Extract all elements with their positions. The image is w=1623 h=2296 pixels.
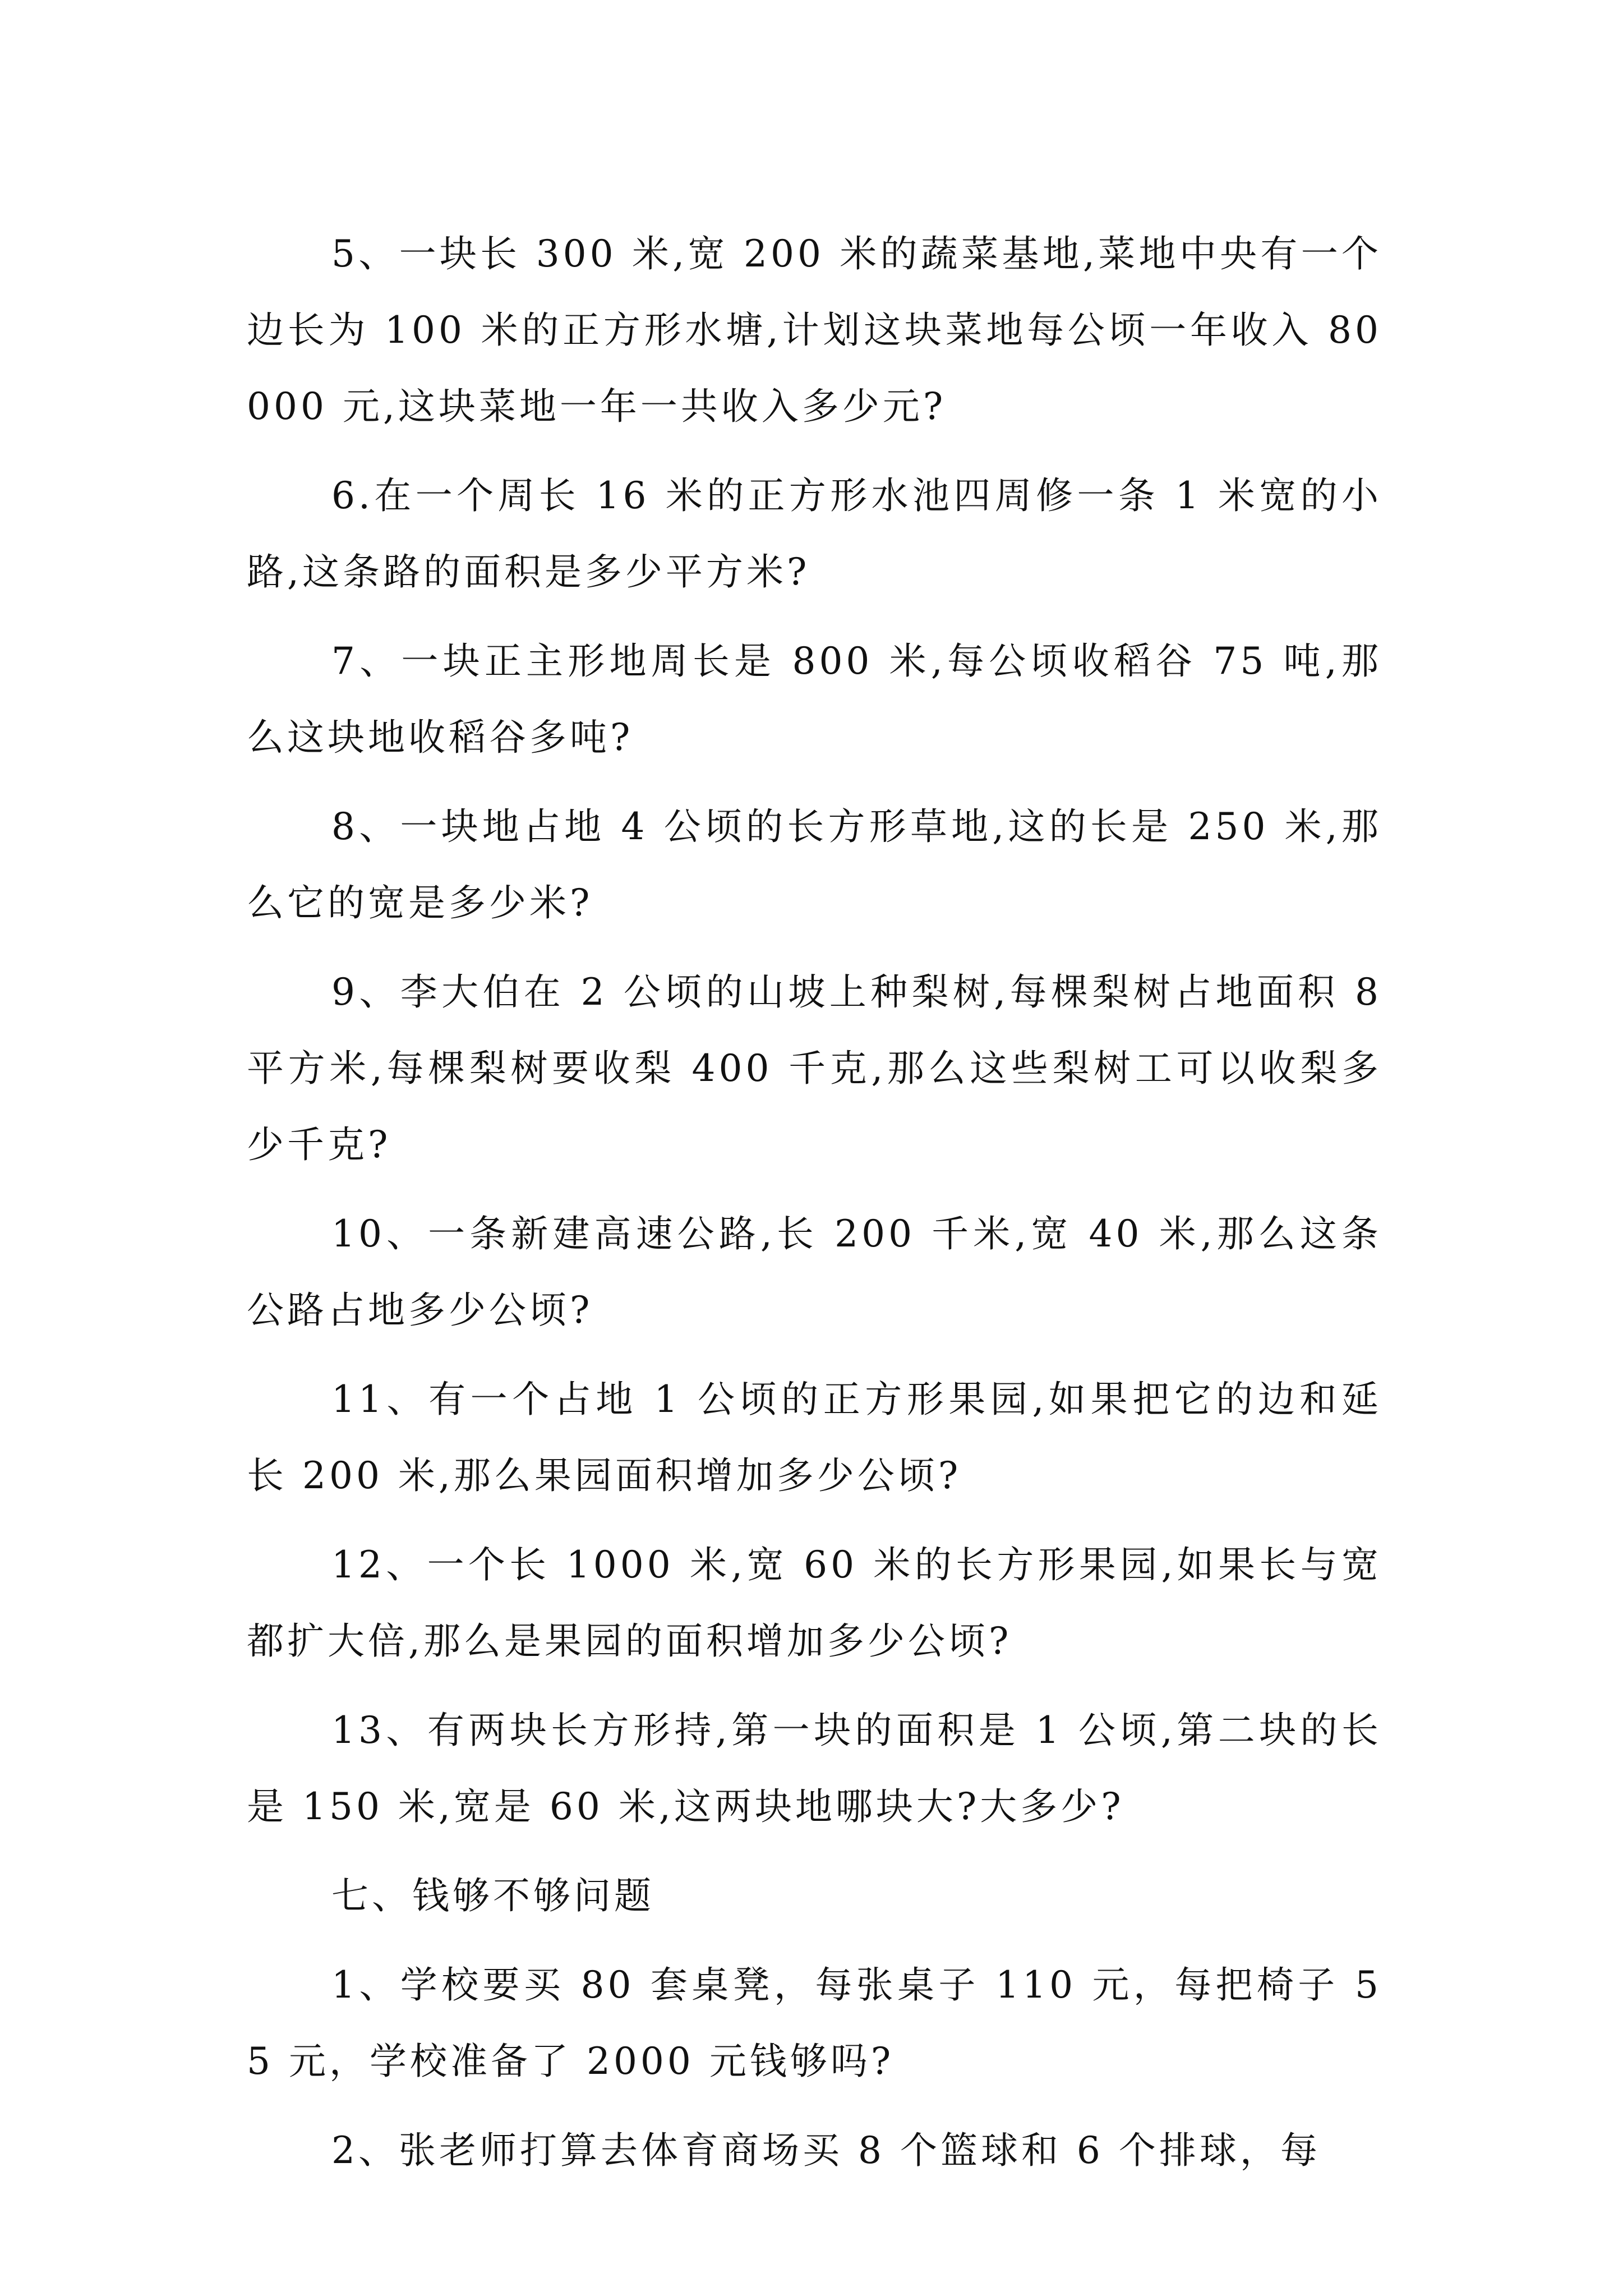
problem-6: 6.在一个周长 16 米的正方形水池四周修一条 1 米宽的小路,这条路的面积是多少平方米? [247, 474, 1382, 593]
problem-9: 9、李大伯在 2 公顷的山坡上种梨树,每棵梨树占地面积 8 平方米,每棵梨树要收梨 400 千克,那么这些梨树工可以收梨多少千克? [247, 970, 1382, 1166]
problem-13: 13、有两块长方形持,第一块的面积是 1 公顷,第二块的长是 150 米,宽是 60 米,这两块地哪块大?大多少? [247, 1709, 1382, 1828]
problem-7: 7、一块正主形地周长是 800 米,每公顷收稻谷 75 吨,那么这块地收稻谷多吨? [247, 639, 1382, 759]
problem-11: 11、有一个占地 1 公顷的正方形果园,如果把它的边和延长 200 米,那么果园面积增加多少公顷? [247, 1378, 1382, 1497]
problem-12: 12、一个长 1000 米,宽 60 米的长方形果园,如果长与宽都扩大倍,那么是果园的面积增加多少公顷? [247, 1543, 1382, 1663]
problem-5: 5、一块长 300 米,宽 200 米的蔬菜基地,菜地中央有一个边长为 100 米的正方形水塘,计划这块菜地每公顷一年收入 80000 元,这块菜地一年一共收入多少元? [247, 232, 1382, 428]
problem-10: 10、一条新建高速公路,长 200 千米,宽 40 米,那么这条公路占地多少公顷? [247, 1212, 1382, 1332]
money-problem-2: 2、张老师打算去体育商场买 8 个篮球和 6 个排球，每 [331, 2129, 1321, 2172]
problem-8: 8、一块地占地 4 公顷的长方形草地,这的长是 250 米,那么它的宽是多少米? [247, 805, 1382, 924]
money-problem-1: 1、学校要买 80 套桌凳，每张桌子 110 元，每把椅子 55 元，学校准备了 2000 元钱够吗? [247, 1963, 1382, 2083]
document-body [247, 216, 1382, 2202]
section-heading: 七、钱够不够问题 [331, 1874, 654, 1917]
